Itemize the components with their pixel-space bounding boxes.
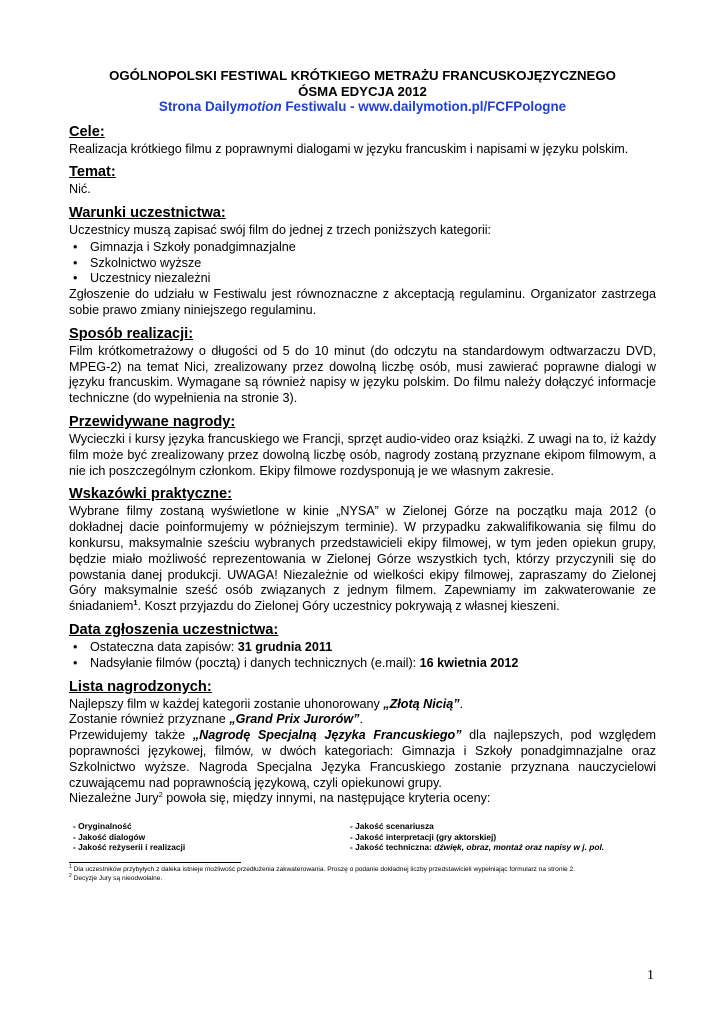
- criteria-right: [350, 821, 656, 852]
- footnote-ref: 2: [158, 790, 163, 800]
- criterion: - Jakość techniczna: dźwięk, obraz, montaż oraz napisy w j. pol.: [350, 842, 605, 853]
- temat-text: Nić.: [69, 182, 91, 197]
- lista-line-4: Niezależne Jury$^2$ powoła się, między innymi, na następujące kryteria oceny:: [69, 790, 491, 806]
- nagrody-text: Wycieczki i kursy języka francuskiego we Francji, sprzęt audio-video oraz książki. Z uwagi na to, iż każdy film może być zrealizowany przez dowolną liczbę osób, nagrody zostaną przyznane ekipom filmowym, a nie ich poszczególnym członkom. Ekipy filmowe rozdysponują je we własnym zakresie.: [69, 432, 656, 478]
- heading-warunki: Warunki uczestnictwa:: [69, 205, 226, 222]
- lista-line-3: Przewidujemy także „Nagrodę Specjalną Języka Francuskiego” dla najlepszych, pod względem poprawności językowej, filmów, w dwóch kategoriach: Gimnazja i Szkoły ponadgimnazjalne oraz Szkolnictwo wyższe. Nagroda Specjalna Języka Francuskiego zostanie przyznana nauczycielowi czuwającemu nad poprawnością językową, czyli opiekunowi grupy.: [69, 728, 656, 790]
- document-page: [69, 68, 656, 883]
- heading-temat: Temat:: [69, 164, 116, 181]
- footnote-ref: 1: [133, 598, 138, 608]
- list-item: • Nadsyłanie filmów (pocztą) i danych technicznych (e.mail): 16 kwietnia 2012: [87, 656, 656, 672]
- dailymotion-link[interactable]: Strona Dailymotion Festiwalu - www.dailymotion.pl/FCFPologne: [158, 99, 567, 114]
- dates-list: [69, 640, 656, 672]
- heading-lista: Lista nagrodzonych:: [69, 678, 212, 695]
- list-item: • Ostateczna data zapisów: 31 grudnia 2011: [87, 640, 656, 656]
- warunki-intro: Uczestnicy muszą zapisać swój film do jednej z trzech poniższych kategorii:: [69, 223, 492, 238]
- heading-sposob: Sposób realizacji:: [69, 325, 194, 342]
- criterion: - Jakość reżyserii i realizacji: [73, 842, 186, 853]
- footnote: $^2$ Decyzje Jury są nieodwołalne.: [69, 872, 163, 882]
- category-list: [69, 240, 656, 287]
- edition-title: ÓSMA EDYCJA 2012: [298, 83, 427, 99]
- sposob-text: Film krótkometrażowy o długości od 5 do 10 minut (do odczytu na standardowym odtwarzaczu DVD, MPEG-2) na temat Nici, zrealizowany przez dowolną liczbę osób, musi zawierać poprawne dialogi w języku francuskim. Wymagane są również napisy w języku polskim. Do filmu należy dołączyć informacje techniczne (do wypełnienia na stronie 3).: [69, 343, 656, 406]
- list-item: • Uczestnicy niezależni: [87, 271, 656, 287]
- lista-line-2: Zostanie również przyznane „Grand Prix Jurorów”.: [69, 712, 363, 727]
- criterion: - Oryginalność: [73, 821, 132, 832]
- cele-text: Realizacja krótkiego filmu z poprawnymi dialogami w języku francuskim i napisami w języku polskim.: [69, 141, 629, 156]
- heading-data: Data zgłoszenia uczestnictwa:: [69, 622, 279, 639]
- criterion: - Jakość dialogów: [73, 831, 146, 842]
- lista-line-1: Najlepszy film w każdej kategorii zostanie uhonorowany „Złotą Nicią”.: [69, 696, 464, 711]
- wskazowki-text: Wybrane filmy zostaną wyświetlone w kinie „NYSA” w Zielonej Górze na początku maja 2012 (o dokładnej dacie poinformujemy w późniejszym terminie). W przypadku zakwalifikowania się filmu do konkursu, maksymalnie sześciu wybranych przedstawicieli ekipy filmowej, w tym jeden opiekun grupy, będzie miało możliwość reprezentowania w Zielonej Górze wszystkich tych, którzy przyczynili się do powstania danej produkcji. UWAGA! Niezależnie od wielkości ekipy filmowej, zapraszamy do Zielonej Góry maksymalnie sześć osób związanych z jednym filmem. Zapewniamy im zakwaterowanie ze śniadaniem$^1$. Koszt przyjazdu do Zielonej Góry uczestnicy pokrywają z własnej kieszeni.: [69, 504, 656, 614]
- festival-title: OGÓLNOPOLSKI FESTIWAL KRÓTKIEGO METRAŻU FRANCUSKOJĘZYCZNEGO: [109, 68, 616, 83]
- heading-nagrody: Przewidywane nagrody:: [69, 414, 236, 431]
- criterion: - Jakość scenariusza: [350, 821, 434, 832]
- heading-cele: Cele:: [69, 123, 105, 140]
- footnotes: [69, 866, 656, 883]
- criteria-table: [69, 821, 656, 852]
- footnote: $^1$ Dla uczestników przybyłych z daleka istnieje możliwość przedłużenia zakwaterowania. Proszę o podanie dokładnej liczby przedstawicieli wypełniając formularz na stronie 2.: [69, 864, 575, 874]
- warunki-outro: Zgłoszenie do udziału w Festiwalu jest równoznaczne z akceptacją regulaminu. Organizator zastrzega sobie prawo zmiany niniejszego regulaminu.: [69, 287, 656, 318]
- list-item: • Gimnazja i Szkoły ponadgimnazjalne: [87, 240, 656, 256]
- criterion: - Jakość interpretacji (gry aktorskiej): [350, 831, 497, 842]
- heading-wskazowki: Wskazówki praktyczne:: [69, 486, 233, 503]
- criteria-left: [69, 821, 350, 852]
- page-number: 1: [647, 968, 654, 983]
- list-item: • Szkolnictwo wyższe: [87, 256, 656, 272]
- footnote-divider: [69, 862, 241, 863]
